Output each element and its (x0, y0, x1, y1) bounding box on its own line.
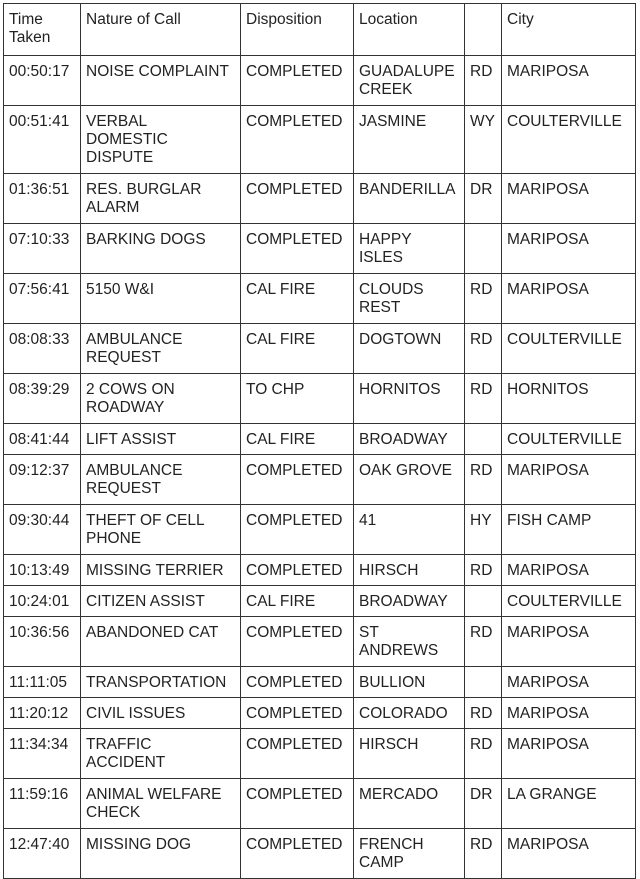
cell-nature-of-call: 5150 W&I (81, 274, 241, 324)
cell-location: HIRSCH (354, 555, 465, 586)
table-row (4, 174, 636, 224)
cell-disposition: CAL FIRE (241, 586, 354, 617)
cell-street-suffix: RD (465, 324, 502, 374)
header-time-taken: Time Taken (4, 4, 81, 56)
cell-location: DOGTOWN (354, 324, 465, 374)
cell-location: HORNITOS (354, 374, 465, 424)
cell-street-suffix: RD (465, 617, 502, 667)
cell-time-taken: 11:59:16 (4, 779, 81, 829)
cell-time-taken: 10:36:56 (4, 617, 81, 667)
cell-time-taken: 11:11:05 (4, 667, 81, 698)
cell-location: HAPPY ISLES (354, 224, 465, 274)
cell-city: MARIPOSA (502, 455, 636, 505)
table-row (4, 779, 636, 829)
cell-disposition: COMPLETED (241, 174, 354, 224)
cell-location: BULLION (354, 667, 465, 698)
header-disposition: Disposition (241, 4, 354, 56)
cell-city: HORNITOS (502, 374, 636, 424)
cell-location: FRENCH CAMP (354, 829, 465, 879)
cell-location: 41 (354, 505, 465, 555)
cell-location: JASMINE (354, 106, 465, 174)
cell-disposition: TO CHP (241, 374, 354, 424)
table-row (4, 617, 636, 667)
cell-city: MARIPOSA (502, 729, 636, 779)
cell-location: BROADWAY (354, 586, 465, 617)
cell-disposition: COMPLETED (241, 729, 354, 779)
cell-time-taken: 11:20:12 (4, 698, 81, 729)
table-row (4, 667, 636, 698)
table-row (4, 56, 636, 106)
cell-city: MARIPOSA (502, 829, 636, 879)
table-row (4, 729, 636, 779)
cell-city: COULTERVILLE (502, 586, 636, 617)
cell-city: MARIPOSA (502, 617, 636, 667)
cell-disposition: CAL FIRE (241, 424, 354, 455)
table-row (4, 424, 636, 455)
cell-nature-of-call: ABANDONED CAT (81, 617, 241, 667)
cell-street-suffix (465, 224, 502, 274)
cell-nature-of-call: RES. BURGLAR ALARM (81, 174, 241, 224)
cell-disposition: CAL FIRE (241, 274, 354, 324)
cell-time-taken: 00:51:41 (4, 106, 81, 174)
cell-disposition: COMPLETED (241, 555, 354, 586)
cell-street-suffix: RD (465, 829, 502, 879)
cell-location: HIRSCH (354, 729, 465, 779)
cell-nature-of-call: 2 COWS ON ROADWAY (81, 374, 241, 424)
cell-city: COULTERVILLE (502, 106, 636, 174)
cell-nature-of-call: AMBULANCE REQUEST (81, 455, 241, 505)
table-row (4, 374, 636, 424)
cell-nature-of-call: TRAFFIC ACCIDENT (81, 729, 241, 779)
cell-city: MARIPOSA (502, 555, 636, 586)
cell-city: MARIPOSA (502, 56, 636, 106)
cell-city: COULTERVILLE (502, 324, 636, 374)
cell-street-suffix (465, 667, 502, 698)
cell-nature-of-call: NOISE COMPLAINT (81, 56, 241, 106)
cell-disposition: CAL FIRE (241, 324, 354, 374)
table-row (4, 829, 636, 879)
table-row (4, 455, 636, 505)
cell-street-suffix (465, 424, 502, 455)
cell-time-taken: 07:10:33 (4, 224, 81, 274)
table-row (4, 224, 636, 274)
header-street-suffix (465, 4, 502, 56)
cell-time-taken: 11:34:34 (4, 729, 81, 779)
header-location: Location (354, 4, 465, 56)
table-row (4, 505, 636, 555)
cell-street-suffix: RD (465, 56, 502, 106)
cell-street-suffix: DR (465, 779, 502, 829)
cell-time-taken: 10:24:01 (4, 586, 81, 617)
cell-time-taken: 08:08:33 (4, 324, 81, 374)
cell-disposition: COMPLETED (241, 667, 354, 698)
table-row (4, 555, 636, 586)
cell-street-suffix: RD (465, 698, 502, 729)
cell-time-taken: 07:56:41 (4, 274, 81, 324)
call-log-table (3, 3, 636, 879)
cell-time-taken: 09:30:44 (4, 505, 81, 555)
cell-city: MARIPOSA (502, 698, 636, 729)
cell-disposition: COMPLETED (241, 505, 354, 555)
cell-location: OAK GROVE (354, 455, 465, 505)
cell-street-suffix: RD (465, 455, 502, 505)
cell-street-suffix (465, 586, 502, 617)
cell-time-taken: 01:36:51 (4, 174, 81, 224)
cell-disposition: COMPLETED (241, 829, 354, 879)
table-header-row (4, 4, 636, 56)
cell-location: BANDERILLA (354, 174, 465, 224)
table-row (4, 106, 636, 174)
cell-nature-of-call: CIVIL ISSUES (81, 698, 241, 729)
cell-disposition: COMPLETED (241, 455, 354, 505)
cell-city: LA GRANGE (502, 779, 636, 829)
cell-nature-of-call: LIFT ASSIST (81, 424, 241, 455)
cell-location: MERCADO (354, 779, 465, 829)
cell-nature-of-call: VERBAL DOMESTIC DISPUTE (81, 106, 241, 174)
cell-disposition: COMPLETED (241, 698, 354, 729)
table-row (4, 586, 636, 617)
cell-city: MARIPOSA (502, 174, 636, 224)
cell-city: MARIPOSA (502, 274, 636, 324)
cell-nature-of-call: CITIZEN ASSIST (81, 586, 241, 617)
cell-nature-of-call: AMBULANCE REQUEST (81, 324, 241, 374)
table-row (4, 274, 636, 324)
cell-location: GUADALUPE CREEK (354, 56, 465, 106)
cell-disposition: COMPLETED (241, 224, 354, 274)
cell-location: BROADWAY (354, 424, 465, 455)
cell-nature-of-call: BARKING DOGS (81, 224, 241, 274)
cell-disposition: COMPLETED (241, 779, 354, 829)
cell-nature-of-call: MISSING TERRIER (81, 555, 241, 586)
cell-street-suffix: RD (465, 729, 502, 779)
cell-time-taken: 10:13:49 (4, 555, 81, 586)
cell-time-taken: 08:39:29 (4, 374, 81, 424)
cell-time-taken: 12:47:40 (4, 829, 81, 879)
cell-nature-of-call: THEFT OF CELL PHONE (81, 505, 241, 555)
table-row (4, 324, 636, 374)
header-city: City (502, 4, 636, 56)
cell-street-suffix: RD (465, 555, 502, 586)
cell-street-suffix: RD (465, 374, 502, 424)
cell-street-suffix: DR (465, 174, 502, 224)
cell-city: COULTERVILLE (502, 424, 636, 455)
cell-disposition: COMPLETED (241, 106, 354, 174)
cell-city: FISH CAMP (502, 505, 636, 555)
table-row (4, 698, 636, 729)
cell-street-suffix: WY (465, 106, 502, 174)
cell-location: CLOUDS REST (354, 274, 465, 324)
cell-nature-of-call: ANIMAL WELFARE CHECK (81, 779, 241, 829)
cell-city: MARIPOSA (502, 224, 636, 274)
cell-location: COLORADO (354, 698, 465, 729)
cell-location: ST ANDREWS (354, 617, 465, 667)
header-nature-of-call: Nature of Call (81, 4, 241, 56)
cell-disposition: COMPLETED (241, 56, 354, 106)
cell-time-taken: 09:12:37 (4, 455, 81, 505)
cell-nature-of-call: MISSING DOG (81, 829, 241, 879)
cell-city: MARIPOSA (502, 667, 636, 698)
cell-street-suffix: HY (465, 505, 502, 555)
cell-time-taken: 08:41:44 (4, 424, 81, 455)
cell-nature-of-call: TRANSPORTATION (81, 667, 241, 698)
cell-disposition: COMPLETED (241, 617, 354, 667)
cell-street-suffix: RD (465, 274, 502, 324)
cell-time-taken: 00:50:17 (4, 56, 81, 106)
